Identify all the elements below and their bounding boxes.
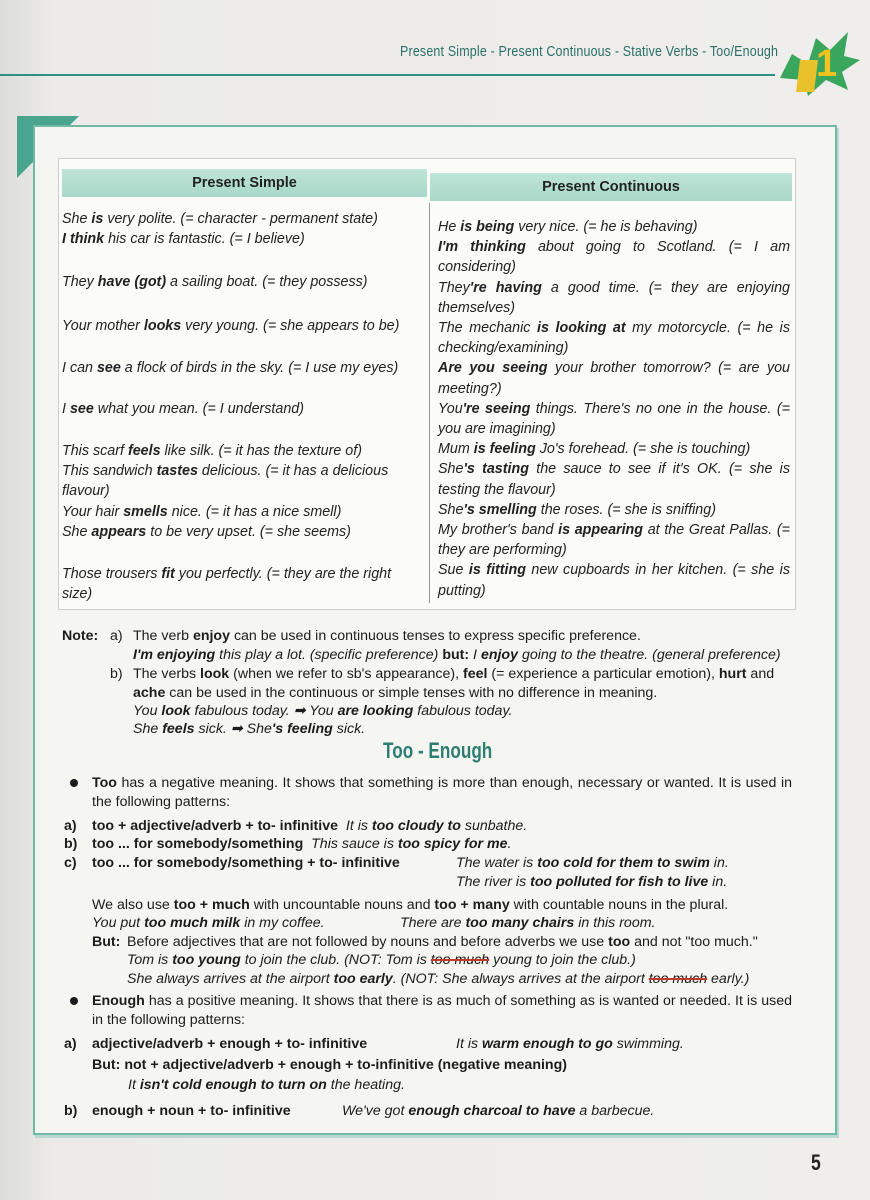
header-rule bbox=[0, 74, 775, 76]
enough-but: But: not + adjective/adverb + enough + to-infinitive (negative meaning) bbox=[92, 1057, 567, 1073]
too-a-letter: a) bbox=[64, 818, 77, 834]
too-much-example: You put too much milk in my coffee. bbox=[92, 915, 325, 931]
enough-a-letter: a) bbox=[64, 1036, 77, 1052]
too-intro: Too has a negative meaning. It shows that something is more than enough, necessary or wanted. It is used in the following patterns: bbox=[92, 775, 792, 810]
page-header-title: Present Simple - Present Continuous - Stative Verbs - Too/Enough bbox=[400, 44, 779, 60]
simple-row-5: I see what you mean. (= I understand) bbox=[62, 401, 305, 417]
note-b-text: The verbs look (when we refer to sb's appearance), feel (= experience a particular emotion), hurt and ache can be used in the continuous or simple tenses with no difference in meaning. bbox=[133, 666, 775, 701]
note-a-text: The verb enjoy can be used in continuous tenses to express specific preference. bbox=[133, 628, 641, 644]
but-label: But: bbox=[92, 934, 121, 950]
enough-intro: Enough has a positive meaning. It shows that there is as much of something as is wanted or needed. It is used in the following patterns: bbox=[92, 993, 792, 1028]
note-b-example-2: She feels sick. ➡ She's feeling sick. bbox=[133, 721, 366, 737]
too-many-example: There are too many chairs in this room. bbox=[400, 915, 656, 931]
simple-row-3: Your mother looks very young. (= she appears to be) bbox=[62, 318, 400, 334]
enough-but-example: It isn't cold enough to turn on the heating. bbox=[128, 1077, 405, 1093]
column-divider bbox=[429, 203, 430, 603]
bullet-enough bbox=[70, 997, 78, 1005]
note-b-example-1: You look fabulous today. ➡ You are looking fabulous today. bbox=[133, 703, 513, 719]
enough-a-example: It is warm enough to go swimming. bbox=[456, 1036, 684, 1052]
but-text: Before adjectives that are not followed by nouns and before adverbs we use too and not "too much." bbox=[127, 934, 758, 950]
enough-b-example: We've got enough charcoal to have a barbecue. bbox=[342, 1103, 655, 1119]
enough-pattern-b: enough + noun + to- infinitive bbox=[92, 1103, 291, 1119]
note-label: Note: bbox=[62, 628, 99, 644]
enough-pattern-a: adjective/adverb + enough + to- infinitive bbox=[92, 1036, 368, 1052]
too-b-letter: b) bbox=[64, 836, 78, 852]
but-example-1: Tom is too young to join the club. (NOT: Tom is too much young to join the club.) bbox=[127, 952, 636, 968]
simple-row-4: I can see a flock of birds in the sky. (= I use my eyes) bbox=[62, 360, 399, 376]
simple-row-6: This scarf feels like silk. (= it has the texture of) This sandwich tastes delicious. (= it has a delicious flavour) Your hair smells nice. (= it has a nice smell) She appears to be very upset. (= she seems) bbox=[62, 443, 389, 540]
too-pattern-a: too + adjective/adverb + to- infinitive It is too cloudy to sunbathe. bbox=[92, 818, 528, 834]
but-example-2: She always arrives at the airport too early. (NOT: She always arrives at the airport too much early.) bbox=[127, 971, 750, 987]
too-pattern-c: too ... for somebody/something + to- infinitive bbox=[92, 855, 400, 871]
unit-badge-icon bbox=[778, 20, 862, 100]
note-b-letter: b) bbox=[110, 666, 123, 682]
header-present-simple: Present Simple bbox=[62, 169, 427, 197]
comparison-table bbox=[58, 158, 796, 610]
too-much-many: We also use too + much with uncountable nouns and too + many with countable nouns in the plural. bbox=[92, 897, 729, 913]
too-c-letter: c) bbox=[64, 855, 77, 871]
simple-row-2: They have (got) a sailing boat. (= they possess) bbox=[62, 274, 368, 290]
note-a-letter: a) bbox=[110, 628, 123, 644]
simple-row-7: Those trousers fit you perfectly. (= they are the right size) bbox=[62, 566, 392, 603]
page-number: 5 bbox=[811, 1150, 821, 1175]
continuous-column: He is being very nice. (= he is behaving) I'm thinking about going to Scotland. (= I am considering) They're having a good time. (= they are enjoying themselves) The mechanic is looking at my motorcycle. (= he is checking/examining) Are you seeing your brother tomorrow? (= are you meeting?) You're seeing things. There's no one in the house. (= you are imagining) Mum is feeling Jo's forehead. (= she is touching) She's tasting the sauce to see if it's OK. (= she is testing the flavour) She's smelling the roses. (= she is sniffing) My brother's band is appearing at the Great Pallas. (= they are performing) Sue is fitting new cupboards in her kitchen. (= she is putting) bbox=[438, 219, 791, 599]
too-pattern-b: too ... for somebody/something This sauce is too spicy for me. bbox=[92, 836, 512, 852]
header-present-continuous: Present Continuous bbox=[430, 173, 792, 201]
unit-number: 1 bbox=[816, 43, 838, 85]
bullet-too bbox=[70, 779, 78, 787]
simple-row-1: She is very polite. (= character - permanent state) I think his car is fantastic. (= I believe) bbox=[62, 211, 378, 248]
section-title-too-enough: Too - Enough bbox=[383, 738, 493, 763]
too-c-example-2: The river is too polluted for fish to live in. bbox=[456, 874, 728, 890]
enough-b-letter: b) bbox=[64, 1103, 78, 1119]
note-a-example: I'm enjoying this play a lot. (specific preference) but: I enjoy going to the theatre. (general preference) bbox=[133, 647, 781, 663]
too-c-example-1: The water is too cold for them to swim in. bbox=[456, 855, 729, 871]
